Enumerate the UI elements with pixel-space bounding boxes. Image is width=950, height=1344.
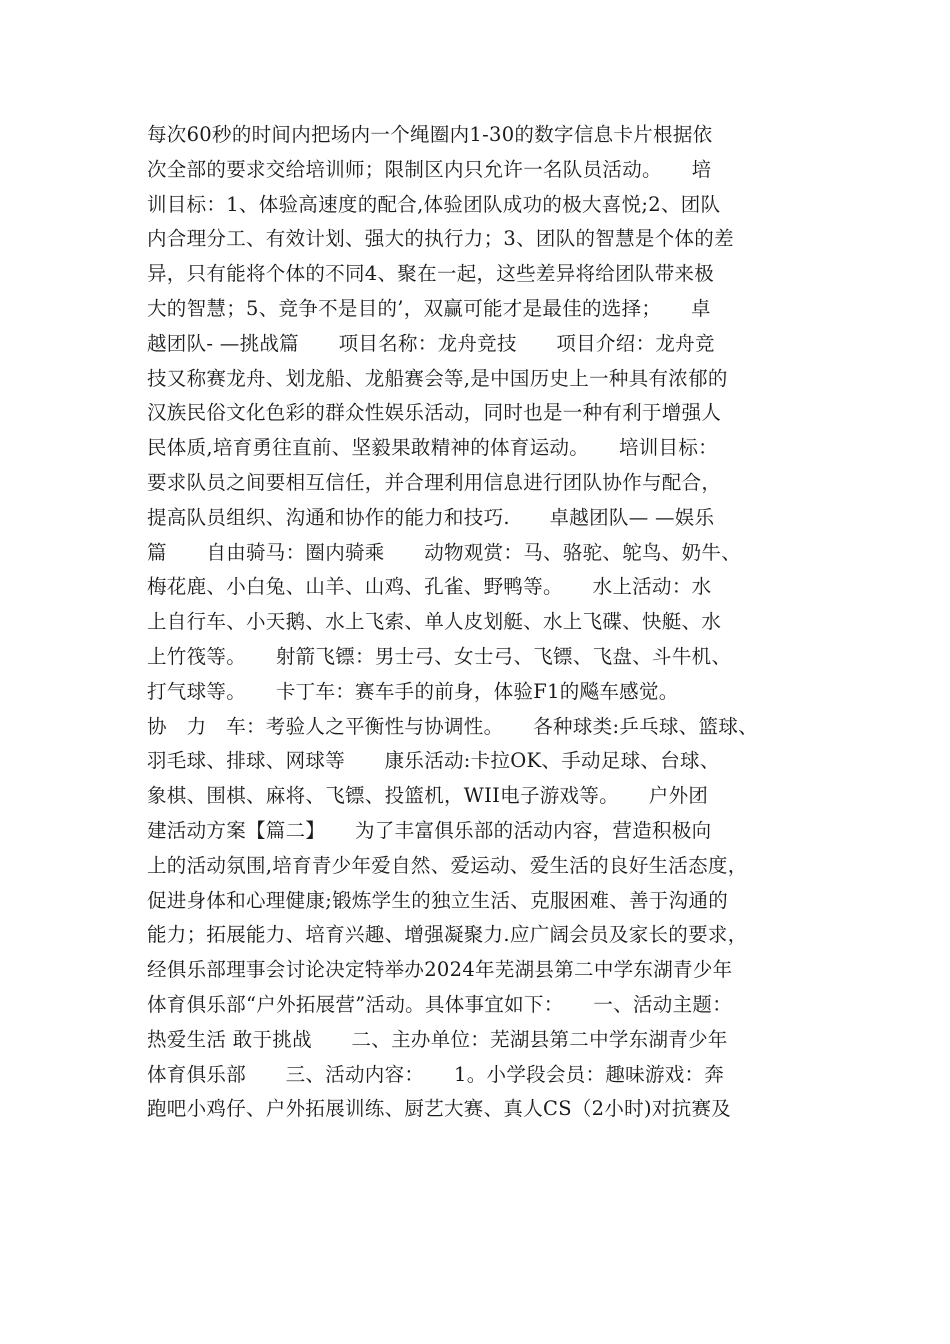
text-line: 上的活动氛围,培育青少年爱自然、爱运动、爱生活的良好生活态度， [147, 853, 748, 877]
text-line: 上自行车、小天鹅、水上飞索、单人皮划艇、水上飞碟、快艇、水 [147, 610, 722, 634]
text-line: 体育俱乐部“户外拓展营”活动。具体事宜如下： 一、活动主题： [147, 992, 732, 1016]
text-line: 篇 自由骑马：圈内骑乘 动物观赏：马、骆驼、鸵鸟、奶牛、 [147, 540, 742, 564]
text-line: 梅花鹿、小白兔、山羊、山鸡、孔雀、野鸭等。 水上活动：水 [147, 575, 712, 599]
text-line: 异，只有能将个体的不同4、聚在一起，这些差异将给团队带来极 [147, 262, 715, 286]
text-line: 象棋、围棋、麻将、飞镖、投篮机，WII电子游戏等。 户外团 [147, 784, 709, 808]
text-line: 次全部的要求交给培训师；限制区内只允许一名队员活动。 培 [147, 157, 712, 181]
text-line: 羽毛球、排球、网球等 康乐活动:卡拉OK、手动足球、台球、 [147, 749, 720, 773]
text-line: 热爱生活 敢于挑战 二、主办单位：芜湖县第二中学东湖青少年 [147, 1027, 728, 1051]
text-line: 越团队- —挑战篇 项目名称：龙舟竞技 项目介绍：龙舟竞 [147, 331, 715, 355]
text-line: 体育俱乐部 三、活动内容： 1。小学段会员：趣味游戏：奔 [147, 1062, 725, 1086]
text-line: 每次60秒的时间内把场内一个绳圈内1-30的数字信息卡片根据依 [147, 123, 713, 146]
text-line: 能力；拓展能力、培育兴趣、增强凝聚力.应广阔会员及家长的要求， [147, 923, 748, 947]
text-line: 训目标：1、体验高速度的配合,体验团队成功的极大喜悦;2、团队 [147, 192, 721, 216]
text-line: 建活动方案【篇二】 为了丰富俱乐部的活动内容，营造积极向 [147, 818, 712, 842]
text-line: 提高队员组织、沟通和协作的能力和技巧. 卓越团队— —娱乐 [147, 505, 715, 529]
text-line: 要求队员之间要相互信任，并合理利用信息进行团队协作与配合， [147, 470, 722, 494]
text-line: 经俱乐部理事会讨论决定特举办2024年芜湖县第二中学东湖青少年 [147, 958, 733, 982]
text-line: 内合理分工、有效计划、强大的执行力；3、团队的智慧是个体的差 [147, 227, 734, 251]
text-line: 民体质,培育勇往直前、坚毅果敢精神的体育运动。 培训目标： [147, 436, 718, 460]
text-line: 协 力 车：考验人之平衡性与协调性。 各种球类:乒乓球、篮球、 [147, 714, 758, 738]
text-line: 跑吧小鸡仔、户外拓展训练、厨艺大赛、真人CS（2小时)对抗赛及 [147, 1097, 732, 1121]
text-line: 上竹筏等。 射箭飞镖：男士弓、女士弓、飞镖、飞盘、斗牛机、 [147, 644, 732, 668]
text-line: 打气球等。 卡丁车：赛车手的前身，体验F1的飚车感觉。 [147, 679, 679, 703]
text-line: 大的智慧；5、竞争不是目的’，双赢可能才是最佳的选择； 卓 [147, 296, 711, 320]
text-line: 技又称赛龙舟、划龙船、龙船赛会等,是中国历史上一种具有浓郁的 [147, 366, 728, 390]
text-line: 促进身体和心理健康;锻炼学生的独立生活、克服困难、善于沟通的 [147, 888, 729, 912]
body-text [147, 118, 827, 1127]
text-line: 汉族民俗文化色彩的群众性娱乐活动，同时也是一种有利于增强人 [147, 401, 722, 425]
